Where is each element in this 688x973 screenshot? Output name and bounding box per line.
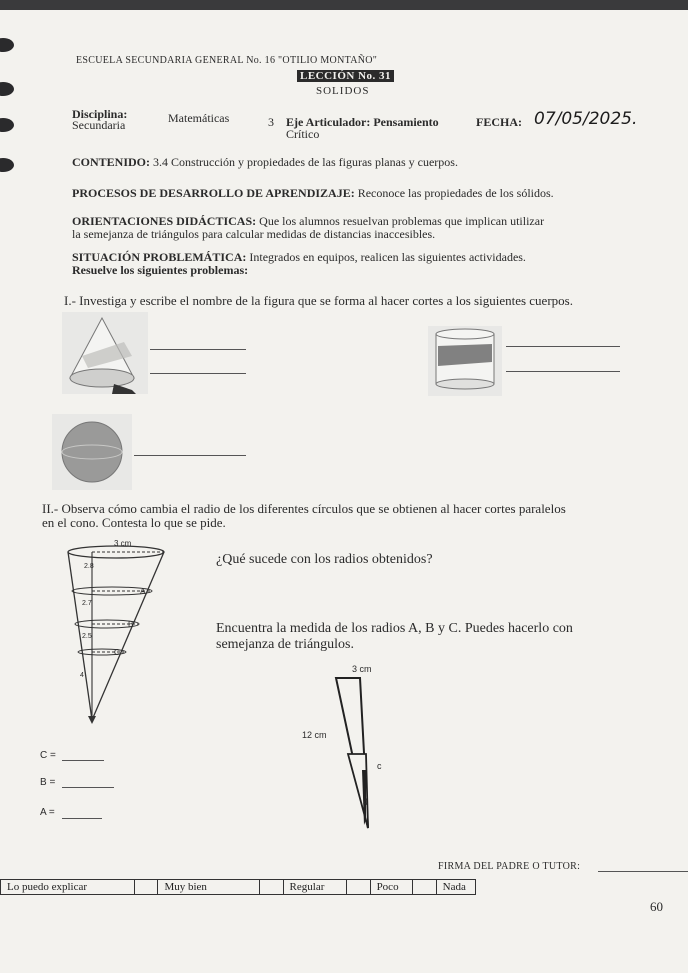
subject: Matemáticas: [168, 111, 230, 125]
orientaciones-text: Que los alumnos resuelvan problemas que implican utilizar: [259, 214, 545, 228]
question-find-radios-2: semejanza de triángulos.: [216, 637, 355, 652]
triangle-side-label: 12 cm: [302, 730, 327, 740]
checkbox-poco[interactable]: [413, 880, 437, 894]
triangle-4-label: 4: [363, 797, 369, 807]
answer-b-label: B =: [40, 777, 56, 788]
cylinder-cut-figure: [428, 326, 502, 396]
answer-line-cone: [150, 349, 246, 350]
top-edge: [0, 0, 688, 10]
answer-a-field[interactable]: [62, 818, 102, 819]
discipline-sub: Secundaria: [72, 118, 126, 132]
grade-number: 3: [268, 115, 274, 129]
procesos-label: PROCESOS DE DESARROLLO DE APRENDIZAJE:: [72, 186, 355, 200]
answer-b-field[interactable]: [62, 787, 114, 788]
answer-line-sphere: [134, 455, 246, 456]
parent-signature-label: FIRMA DEL PADRE O TUTOR:: [438, 861, 581, 872]
answer-line-cone-2: [150, 373, 246, 374]
answer-line-cylinder-2: [506, 371, 620, 372]
date-value: 07/05/2025.: [534, 109, 638, 129]
cone-label-b: B: [128, 620, 134, 629]
sphere-cut-figure: [52, 414, 132, 490]
binder-hole: [0, 118, 14, 132]
exercise-2-line1: II.- Observa cómo cambia el radio de los diferentes círculos que se obtienen al hacer cortes paralelos: [42, 501, 566, 516]
option-muy-bien: Muy bien: [158, 880, 259, 894]
cone-segment-2: 2.7: [82, 600, 92, 607]
contenido-text: 3.4 Construcción y propiedades de las figuras planas y cuerpos.: [153, 155, 458, 169]
checkbox-muy-bien[interactable]: [260, 880, 284, 894]
cone-label-a: A: [140, 587, 146, 596]
answer-c-label: C =: [40, 750, 56, 761]
triangle-c-label: c: [377, 761, 382, 771]
binder-hole: [0, 38, 14, 52]
cone-segment-1: 2.8: [84, 563, 94, 570]
situacion-label: SITUACIÓN PROBLEMÁTICA:: [72, 250, 247, 264]
option-nada: Nada: [442, 881, 466, 893]
exercise-1-text: I.- Investiga y escribe el nombre de la figura que se forma al hacer cortes a los siguientes cuerpos.: [64, 293, 573, 308]
answer-c-field[interactable]: [62, 760, 104, 761]
orientaciones-line2: la semejanza de triángulos para calcular medidas de distancias inaccesibles.: [72, 227, 436, 241]
cone-label-c: C: [114, 648, 120, 657]
resuelve-label: Resuelve los siguientes problemas:: [72, 263, 249, 277]
parent-signature-line[interactable]: [598, 871, 688, 872]
contenido-label: CONTENIDO:: [72, 155, 151, 169]
checkbox-lo-puedo-explicar[interactable]: [135, 880, 159, 894]
binder-hole: [0, 82, 14, 96]
cone-top-label: 3 cm: [114, 539, 132, 548]
cone-segment-3: 2.5: [82, 633, 92, 640]
cone-cut-figure: [62, 312, 148, 394]
lesson-topic: SOLIDOS: [316, 85, 370, 97]
exercise-2-line2: en el cono. Contesta lo que se pide.: [42, 515, 226, 530]
date-label: FECHA:: [476, 115, 522, 129]
discipline-label: Disciplina:: [72, 107, 128, 121]
axis-sub: Crítico: [286, 127, 320, 141]
binder-hole: [0, 158, 14, 172]
orientaciones-label: ORIENTACIONES DIDÁCTICAS:: [72, 214, 257, 228]
axis-label: Eje Articulador: Pensamiento: [286, 115, 439, 129]
procesos-text: Reconoce las propiedades de los sólidos.: [357, 186, 554, 200]
answer-a-label: A =: [40, 807, 55, 818]
triangle-top-label: 3 cm: [352, 664, 372, 674]
question-radios: ¿Qué sucede con los radios obtenidos?: [216, 552, 433, 567]
cone-diagram: [60, 538, 172, 726]
option-regular: Regular: [284, 880, 347, 894]
cone-segment-4: 4: [80, 672, 84, 679]
self-evaluation-table: [0, 879, 476, 895]
school-name: ESCUELA SECUNDARIA GENERAL No. 16 "OTILIO MONTAÑO": [76, 55, 378, 66]
checkbox-regular[interactable]: [347, 880, 371, 894]
lesson-number: LECCIÓN No. 31: [297, 70, 394, 82]
situacion-text: Integrados en equipos, realicen las siguientes actividades.: [249, 250, 526, 264]
option-lo-puedo-explicar: Lo puedo explicar: [1, 880, 135, 894]
contenido: [72, 155, 458, 170]
procesos: [72, 186, 554, 201]
question-find-radios-1: Encuentra la medida de los radios A, B y C. Puedes hacerlo con: [216, 621, 573, 636]
page-number: 60: [650, 899, 663, 914]
answer-line-cylinder: [506, 346, 620, 347]
option-poco: Poco: [371, 880, 413, 894]
